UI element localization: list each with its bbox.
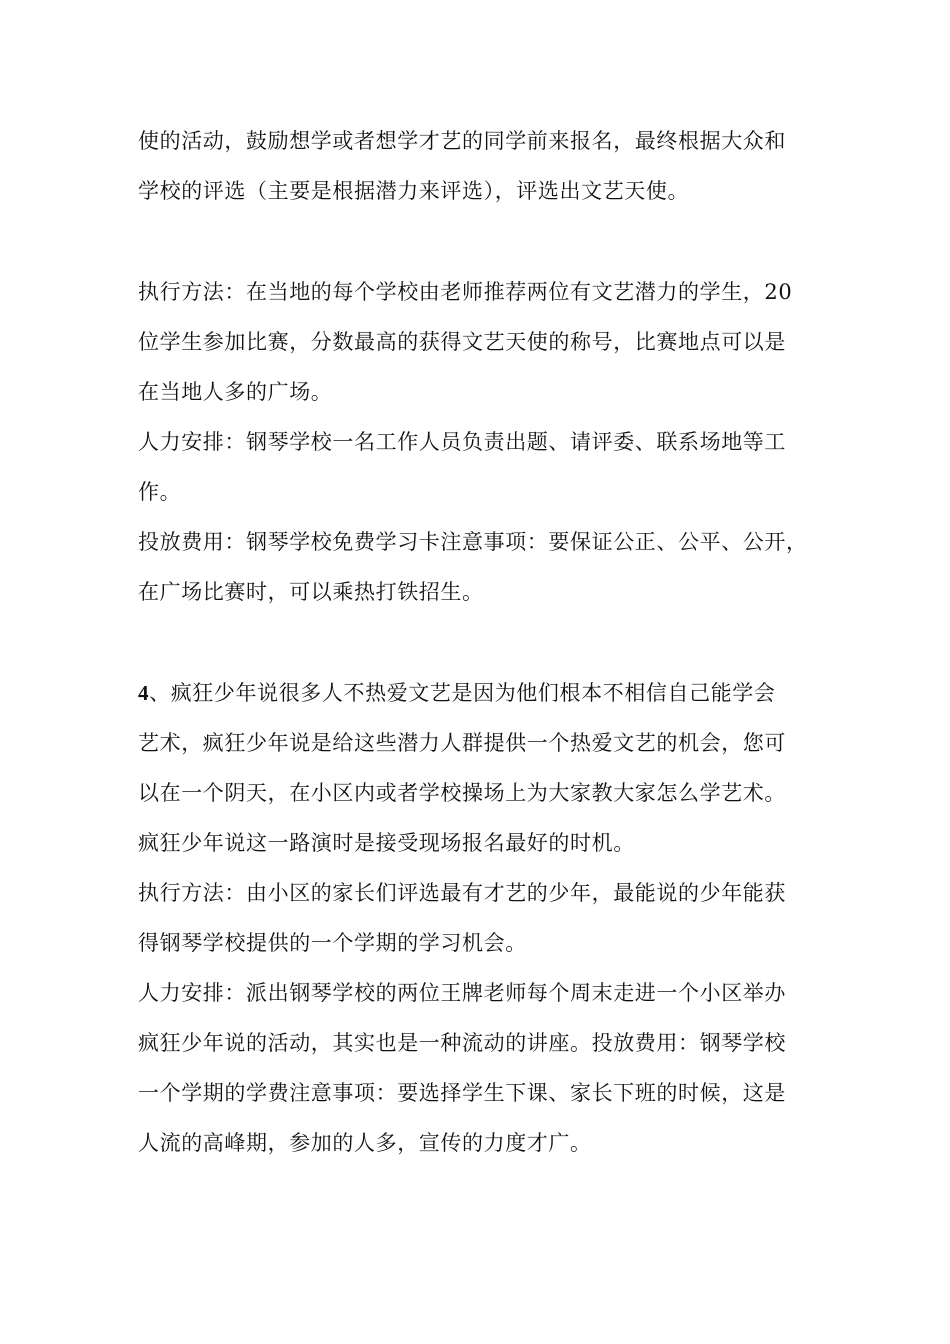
paragraph-line: 人流的高峰期，参加的人多，宣传的力度才广。 — [138, 1131, 592, 1155]
paragraph-line: 艺术，疯狂少年说是给这些潜力人群提供一个热爱文艺的机会，您可 — [138, 731, 786, 755]
paragraph-line: 得钢琴学校提供的一个学期的学习机会。 — [138, 931, 527, 955]
paragraph-line: 一个学期的学费注意事项：要选择学生下课、家长下班的时候，这是 — [138, 1081, 786, 1105]
section-heading-line — [138, 678, 828, 708]
paragraph-line: 人力安排：钢琴学校一名工作人员负责出题、请评委、联系场地等工 — [138, 430, 786, 454]
paragraph-line: 执行方法：由小区的家长们评选最有才艺的少年，最能说的少年能获 — [138, 881, 786, 905]
section-number: 4 — [138, 681, 150, 705]
paragraph-line: 疯狂少年说这一路演时是接受现场报名最好的时机。 — [138, 831, 635, 855]
paragraph-line: 使的活动，鼓励想学或者想学才艺的同学前来报名，最终根据大众和 — [138, 129, 786, 153]
section-heading-text: 、疯狂少年说很多人不热爱文艺是因为他们根本不相信自己能学会 — [149, 681, 776, 705]
paragraph-line: 学校的评选（主要是根据潜力来评选），评选出文艺天使。 — [138, 179, 690, 203]
paragraph-line: 位学生参加比赛，分数最高的获得文艺天使的称号，比赛地点可以是 — [138, 330, 786, 354]
paragraph-line: 投放费用：钢琴学校免费学习卡注意事项：要保证公正、公平、公开， — [138, 530, 808, 554]
paragraph-line: 疯狂少年说的活动，其实也是一种流动的讲座。投放费用：钢琴学校 — [138, 1031, 786, 1055]
paragraph-line: 在当地人多的广场。 — [138, 380, 333, 404]
paragraph-line: 人力安排：派出钢琴学校的两位王牌老师每个周末走进一个小区举办 — [138, 981, 786, 1005]
paragraph-line: 在广场比赛时，可以乘热打铁招生。 — [138, 580, 484, 604]
paragraph-line: 执行方法：在当地的每个学校由老师推荐两位有文艺潜力的学生，20 — [138, 280, 793, 304]
paragraph-line: 作。 — [138, 480, 182, 504]
paragraph-line: 以在一个阴天，在小区内或者学校操场上为大家教大家怎么学艺术。 — [138, 781, 786, 805]
